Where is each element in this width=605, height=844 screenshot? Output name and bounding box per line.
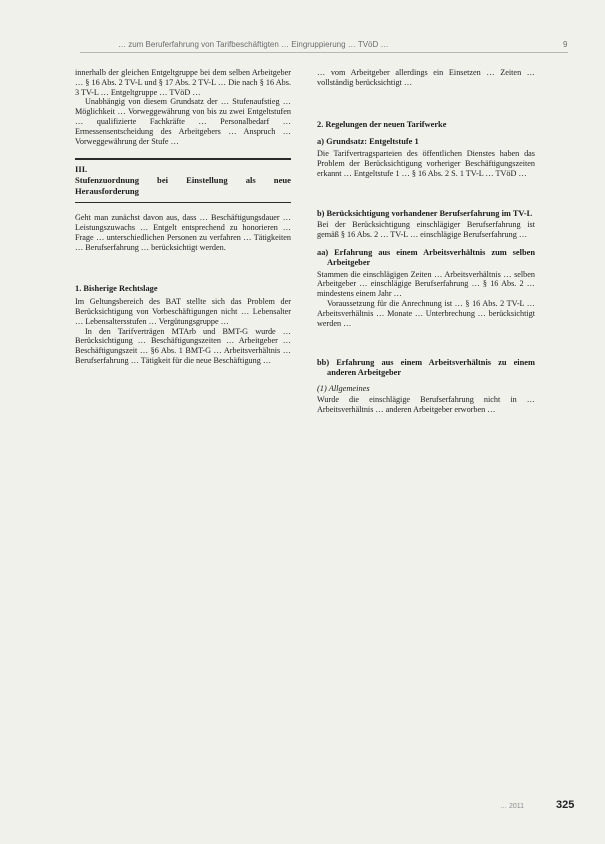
header-rule [80, 52, 568, 53]
subsection-heading: bb) Erfahrung aus einem Arbeitsverhältnis zu einem anderen Arbeitgeber [317, 358, 535, 378]
section-heading: 1. Bisherige Rechtslage [75, 284, 158, 294]
paragraph: Im Geltungsbereich des BAT stellte sich das Problem der Berücksichtigung von Vorbeschäftigungen nicht … Lebensalter … Lebensaltersstufen … Vergütungsgruppe … [75, 297, 291, 326]
paragraph: innerhalb der gleichen Entgeltgruppe bei dem selben Arbeitgeber … § 16 Abs. 2 TV-L und § 17 Abs. 2 TV-L … Die nach § 16 Abs. 3 TV-L … Entgeltgruppe … TVöD … [75, 68, 291, 97]
callout-number: III. [75, 164, 88, 175]
right-column [317, 68, 535, 414]
section-heading: 2. Regelungen der neuen Tarifwerke [317, 119, 447, 129]
subsection-heading: a) Grundsatz: Entgeltstufe 1 [317, 137, 419, 147]
paragraph: Voraussetzung für die Anrechnung ist … § 16 Abs. 2 TV-L … Arbeitsverhältnis … Monate … Unterbrechung … berücksichtigt werden … [317, 298, 535, 328]
header-page-number: 9 [563, 40, 568, 49]
paragraph: … vom Arbeitgeber allerdings ein Einsetzen … Zeiten … vollständig berücksichtigt … [317, 68, 535, 87]
callout-title: Stufenzuordnung bei Einstellung als neue Herausforderung [75, 175, 291, 196]
paragraph: Stammen die einschlägigen Zeiten … Arbeitsverhältnis … selben Arbeitgeber … einschlägige Berufserfahrung … § 16 Abs. 2 … mindestens einem Jahr … [317, 269, 535, 299]
subsection-heading: (1) Allgemeines [317, 383, 370, 393]
paragraph: Wurde die einschlägige Berufserfahrung nicht in … Arbeitsverhältnis … anderen Arbeitgeber erworben … [317, 394, 535, 414]
paragraph: Unabhängig von diesem Grundsatz der … Stufenaufstieg … Möglichkeit … Vorweggewährung von bis zu zwei Entgeltstufen … qualifizierte Fachkräfte … Personalbedarf … Ermessensentscheidung des Arbeitgebers … Anspruch … Vorweggewährung der Stufe … [75, 97, 291, 146]
running-head: … zum Beruferfahrung von Tarifbeschäftigten … Eingruppierung … TVöD … [118, 40, 389, 49]
left-column [75, 68, 291, 366]
paragraph: Die Tarifvertragsparteien des öffentlichen Dienstes haben das Problem der Berücksichtigung vorheriger Beschäftigungszeiten erkannt … Entgeltstufe 1 … § 16 Abs. 2 S. 1 TV-L … TVöD … [317, 149, 535, 178]
subsection-heading: aa) Erfahrung aus einem Arbeitsverhältnis zum selben Arbeitgeber [317, 247, 535, 267]
footer-page-number: 325 [556, 799, 575, 811]
section-callout [75, 158, 291, 203]
paragraph: Geht man zunächst davon aus, dass … Beschäftigungsdauer … Leistungszuwachs … Entgelt entsprechend zu honorieren … Frage … unterschiedlichen Personen zu verfahren … Tätigkeiten … Berufserfahrung … berücksichtigt werden. [75, 213, 291, 252]
paragraph: In den Tarifverträgen MTArb und BMT-G wurde … Berücksichtigung … Beschäftigungszeiten … Arbeitgeber … Beschäftigungszeit … §6 Abs. 1 BMT-G … Arbeitsverhältnis … Berufserfahrung … Tätigkeit für die neue Beschäftigung … [75, 326, 291, 365]
subsection-heading: b) Berücksichtigung vorhandener Berufserfahrung im TV-L [317, 208, 533, 218]
paragraph: Bei der Berücksichtigung einschlägiger Berufserfahrung ist gemäß § 16 Abs. 2 … TV-L … einschlägige Berufserfahrung … [317, 220, 535, 240]
footer-journal: … 2011 [500, 803, 524, 810]
